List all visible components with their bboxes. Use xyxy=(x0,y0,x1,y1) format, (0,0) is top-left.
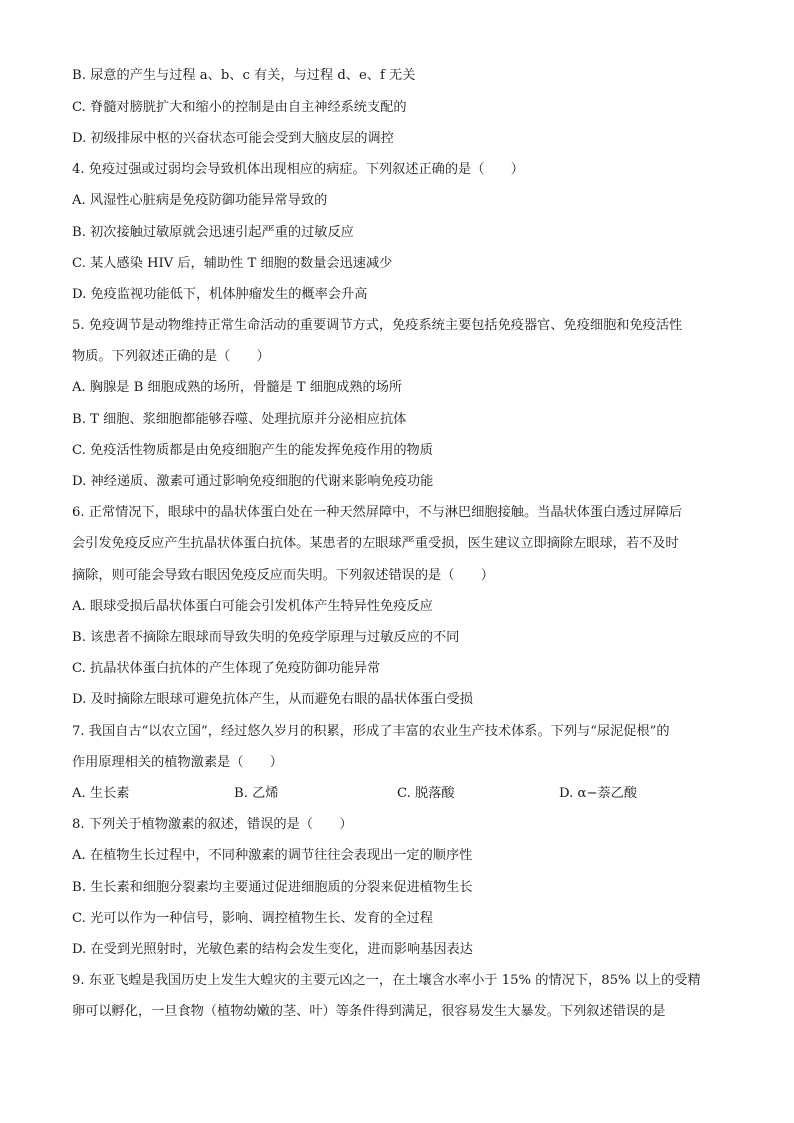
q8-option-a: A. 在植物生长过程中，不同种激素的调节往往会表现出一定的顺序性 xyxy=(72,848,473,863)
q6-option-a: A. 眼球受损后晶状体蛋白可能会引发机体产生特异性免疫反应 xyxy=(72,599,433,614)
q9-stem-line1: 9. 东亚飞蝗是我国历史上发生大蝗灾的主要元凶之一，在土壤含水率小于 15% 的情况下，85% 以上的受精 xyxy=(72,973,701,988)
q5-stem-line1: 5. 免疫调节是动物维持正常生命活动的重要调节方式，免疫系统主要包括免疫器官、免疫细胞和免疫活性 xyxy=(72,318,683,333)
q3-option-b: B. 尿意的产生与过程 a、b、c 有关，与过程 d、e、f 无关 xyxy=(72,68,416,83)
q5-option-d: D. 神经递质、激素可通过影响免疫细胞的代谢来影响免疫功能 xyxy=(72,474,434,489)
q6-stem-line3: 摘除，则可能会导致右眼因免疫反应而失明。下列叙述错误的是（ ） xyxy=(72,568,494,583)
q4-option-c: C. 某人感染 HIV 后，辅助性 T 细胞的数量会迅速减少 xyxy=(72,256,393,271)
q5-option-a: A. 胸腺是 B 细胞成熟的场所，骨髓是 T 细胞成熟的场所 xyxy=(72,380,403,395)
q6-stem-line1: 6. 正常情况下，眼球中的晶状体蛋白处在一种天然屏障中，不与淋巴细胞接触。当晶状体蛋白透过屏障后 xyxy=(72,505,683,520)
q6-option-c: C. 抗晶状体蛋白抗体的产生体现了免疫防御功能异常 xyxy=(72,661,381,676)
q6-option-d: D. 及时摘除左眼球可避免抗体产生，从而避免右眼的晶状体蛋白受损 xyxy=(72,692,473,707)
q7-option-d: D. α−萘乙酸 xyxy=(559,786,638,801)
q3-option-c: C. 脊髓对膀胱扩大和缩小的控制是由自主神经系统支配的 xyxy=(72,100,407,115)
q3-option-d: D. 初级排尿中枢的兴奋状态可能会受到大脑皮层的调控 xyxy=(72,131,394,146)
q7-option-c: C. 脱落酸 xyxy=(397,786,455,801)
q8-option-d: D. 在受到光照射时，光敏色素的结构会发生变化，进而影响基因表达 xyxy=(72,942,473,957)
q7-options-row xyxy=(72,784,732,804)
q6-stem-line2: 会引发免疫反应产生抗晶状体蛋白抗体。某患者的左眼球严重受损，医生建议立即摘除左眼球，若不及时 xyxy=(72,536,679,551)
q7-option-a: A. 生长素 xyxy=(72,786,130,801)
q6-option-b: B. 该患者不摘除左眼球而导致失明的免疫学原理与过敏反应的不同 xyxy=(72,630,460,645)
q4-option-b: B. 初次接触过敏原就会迅速引起严重的过敏反应 xyxy=(72,225,354,240)
q8-option-c: C. 光可以作为一种信号，影响、调控植物生长、发育的全过程 xyxy=(72,911,433,926)
q5-stem-line2: 物质。下列叙述正确的是（ ） xyxy=(72,349,270,364)
q9-stem-line2: 卵可以孵化，一旦食物（植物幼嫩的茎、叶）等条件得到满足，很容易发生大暴发。下列叙述错误的是 xyxy=(72,1004,666,1019)
q4-option-a: A. 风湿性心脏病是免疫防御功能异常导致的 xyxy=(72,193,328,208)
q5-option-b: B. T 细胞、浆细胞都能够吞噬、处理抗原并分泌相应抗体 xyxy=(72,412,407,427)
q7-option-b: B. 乙烯 xyxy=(234,786,279,801)
q8-option-b: B. 生长素和细胞分裂素均主要通过促进细胞质的分裂来促进植物生长 xyxy=(72,880,473,895)
q7-stem-line2: 作用原理相关的植物激素是（ ） xyxy=(72,755,283,770)
q4-option-d: D. 免疫监视功能低下，机体肿瘤发生的概率会升高 xyxy=(72,287,368,302)
q5-option-c: C. 免疫活性物质都是由免疫细胞产生的能发挥免疫作用的物质 xyxy=(72,443,433,458)
q8-stem: 8. 下列关于植物激素的叙述，错误的是（ ） xyxy=(72,817,353,832)
q4-stem: 4. 免疫过强或过弱均会导致机体出现相应的病症。下列叙述正确的是（ ） xyxy=(72,162,524,177)
q7-stem-line1: 7. 我国自古“以农立国”，经过悠久岁月的积累，形成了丰富的农业生产技术体系。下列与“尿泥促根”的 xyxy=(72,724,670,739)
